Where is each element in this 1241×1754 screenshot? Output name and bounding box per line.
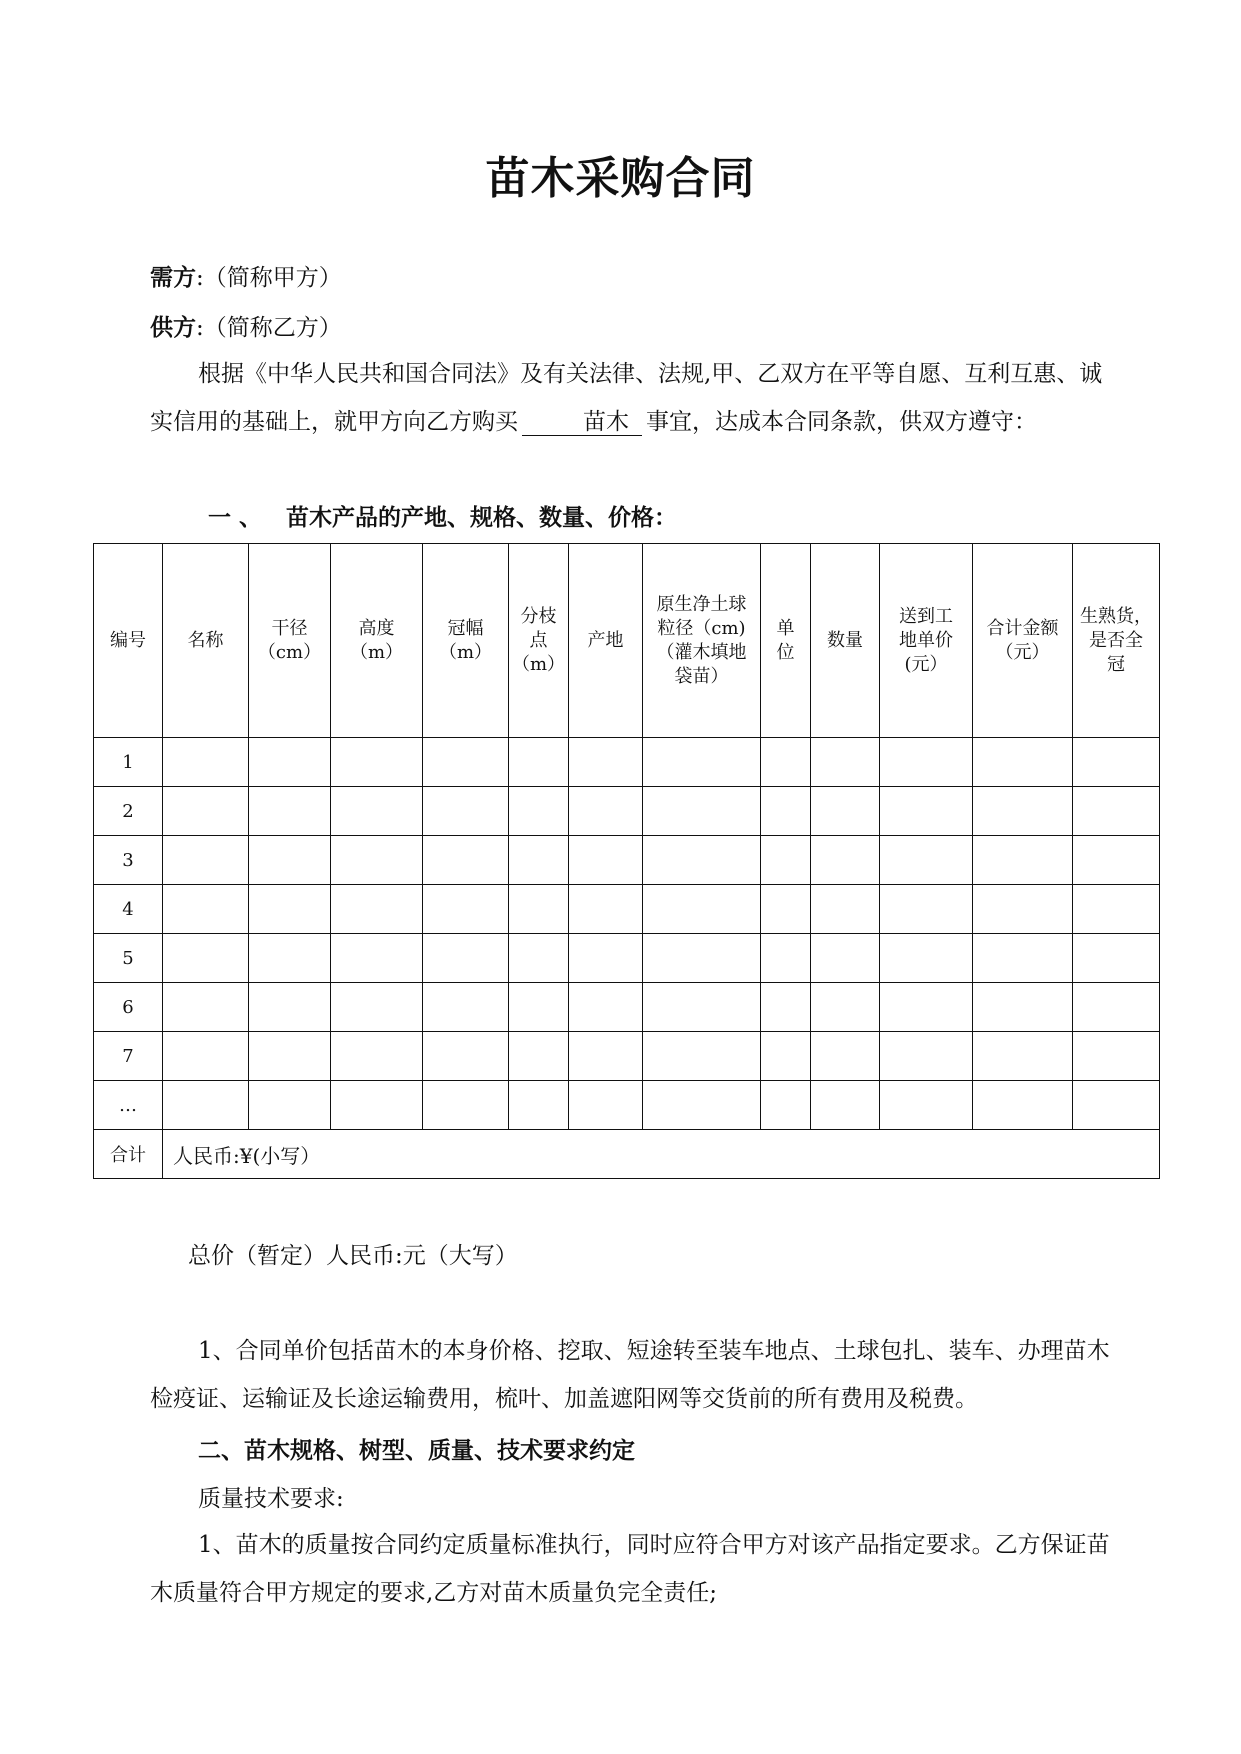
table-header-label: 冠幅 （m）	[438, 617, 493, 663]
table-cell	[1073, 787, 1160, 836]
table-cell	[1073, 1081, 1160, 1130]
row-number: 6	[94, 983, 163, 1032]
row-number: 7	[94, 1032, 163, 1081]
table-header-cell	[973, 544, 1073, 738]
section-2-heading: 二、苗木规格、树型、质量、技术要求约定	[198, 1438, 635, 1464]
table-cell	[331, 983, 423, 1032]
table-cell	[973, 885, 1073, 934]
table-header-label: 数量	[827, 629, 863, 651]
table-cell	[761, 836, 811, 885]
table-cell	[880, 1081, 973, 1130]
table-cell	[761, 738, 811, 787]
total-price-line: 总价（暂定）人民币:元（大写）	[188, 1243, 518, 1269]
table-cell	[973, 983, 1073, 1032]
table-cell	[643, 983, 761, 1032]
total-amount-text: 人民币:¥(小写）	[163, 1130, 1160, 1179]
table-row	[94, 1032, 1160, 1081]
table-cell	[643, 934, 761, 983]
table-cell	[331, 885, 423, 934]
table-cell	[761, 983, 811, 1032]
table-cell	[163, 934, 249, 983]
table-cell	[509, 787, 569, 836]
total-label: 合计	[94, 1130, 163, 1179]
table-cell	[249, 1081, 331, 1130]
table-header-label: 高度 （m）	[349, 617, 404, 663]
table-cell	[423, 1032, 509, 1081]
table-header-row	[94, 544, 1160, 738]
table-cell	[643, 1032, 761, 1081]
table-header-cell	[249, 544, 331, 738]
table-header-label: 送到工 地单价 (元）	[899, 605, 953, 675]
row-number: 2	[94, 787, 163, 836]
table-row	[94, 836, 1160, 885]
table-cell	[569, 836, 643, 885]
table-cell	[811, 1081, 880, 1130]
intro-paragraph	[150, 350, 1112, 446]
section-1-heading	[208, 503, 677, 533]
table-header-label: 合计金额 （元）	[986, 617, 1059, 663]
table-header-cell	[569, 544, 643, 738]
table-row	[94, 787, 1160, 836]
intro-text-2: 事宜，达成本合同条款，供双方遵守：	[646, 409, 1037, 435]
clause-1: 1、合同单价包括苗木的本身价格、挖取、短途转至装车地点、土球包扎、装车、办理苗木检疫证、运输证及长途运输费用，梳叶、加盖遮阳网等交货前的所有费用及税费。	[150, 1338, 1110, 1412]
row-number: 5	[94, 934, 163, 983]
table-cell	[249, 934, 331, 983]
table-cell	[249, 738, 331, 787]
section-1-number: 一 、	[208, 505, 263, 531]
table-cell	[1073, 836, 1160, 885]
table-header-cell	[761, 544, 811, 738]
table-cell	[423, 738, 509, 787]
supplier-line	[150, 313, 342, 343]
table-header-cell	[880, 544, 973, 738]
table-cell	[973, 1032, 1073, 1081]
table-cell	[973, 934, 1073, 983]
table-cell	[1073, 983, 1160, 1032]
table-header-label: 产地	[587, 629, 624, 651]
table-cell	[163, 983, 249, 1032]
table-header-label: 编号	[110, 629, 146, 651]
table-cell	[880, 787, 973, 836]
buyer-text: :（简称甲方）	[196, 265, 342, 291]
table-cell	[331, 787, 423, 836]
table-cell	[643, 885, 761, 934]
table-header-label: 干径 （cm）	[257, 617, 322, 663]
buyer-line	[150, 263, 342, 293]
supplier-label: 供方	[150, 315, 196, 341]
table-cell	[423, 836, 509, 885]
table-cell	[811, 836, 880, 885]
table-header-label: 分枝 点 （m）	[511, 605, 566, 675]
table-cell	[761, 1081, 811, 1130]
table-row	[94, 738, 1160, 787]
table-cell	[163, 836, 249, 885]
row-number: 1	[94, 738, 163, 787]
table-cell	[331, 934, 423, 983]
table-header-cell	[1073, 544, 1160, 738]
table-cell	[423, 983, 509, 1032]
supplier-text: :（简称乙方）	[196, 315, 342, 341]
table-header-cell	[643, 544, 761, 738]
table-cell	[811, 934, 880, 983]
table-cell	[811, 983, 880, 1032]
document-title: 苗木采购合同	[485, 153, 756, 204]
table-cell	[880, 836, 973, 885]
table-cell	[880, 934, 973, 983]
table-cell	[423, 1081, 509, 1130]
table-cell	[761, 934, 811, 983]
table-cell	[1073, 885, 1160, 934]
table-cell	[569, 738, 643, 787]
table-cell	[163, 738, 249, 787]
table-cell	[163, 787, 249, 836]
table-total-row	[94, 1130, 1160, 1179]
table-header-cell	[811, 544, 880, 738]
table-cell	[509, 836, 569, 885]
table-cell	[423, 787, 509, 836]
table-cell	[643, 1081, 761, 1130]
table-cell	[331, 738, 423, 787]
table-cell	[973, 836, 1073, 885]
table-cell	[643, 836, 761, 885]
table-cell	[643, 787, 761, 836]
table-cell	[880, 983, 973, 1032]
table-cell	[973, 738, 1073, 787]
table-cell	[1073, 1032, 1160, 1081]
quality-clause-1: 1、苗木的质量按合同约定质量标准执行，同时应符合甲方对该产品指定要求。乙方保证苗木质量符合甲方规定的要求,乙方对苗木质量负完全责任;	[150, 1532, 1110, 1606]
table-header-cell	[423, 544, 509, 738]
row-number: 4	[94, 885, 163, 934]
table-cell	[249, 836, 331, 885]
table-cell	[880, 738, 973, 787]
table-cell	[249, 787, 331, 836]
table-cell	[973, 1081, 1073, 1130]
table-cell	[569, 885, 643, 934]
row-number: 3	[94, 836, 163, 885]
table-header-cell	[163, 544, 249, 738]
table-header-label: 名称	[187, 629, 224, 651]
table-cell	[423, 934, 509, 983]
table-header-label: 原生净土球 粒径（cm) （灌木填地 袋苗）	[656, 593, 747, 687]
table-cell	[973, 787, 1073, 836]
table-cell	[569, 1032, 643, 1081]
table-cell	[249, 983, 331, 1032]
product-table	[93, 543, 1160, 1179]
table-cell	[761, 885, 811, 934]
table-cell	[331, 836, 423, 885]
section-1-title: 苗木产品的产地、规格、数量、价格：	[286, 505, 678, 531]
table-row	[94, 983, 1160, 1032]
table-cell	[163, 1081, 249, 1130]
table-cell	[761, 1032, 811, 1081]
table-header-label: 单 位	[776, 617, 795, 663]
table-row	[94, 1081, 1160, 1130]
table-cell	[880, 1032, 973, 1081]
table-cell	[811, 787, 880, 836]
table-cell	[811, 1032, 880, 1081]
table-cell	[569, 1081, 643, 1130]
table-cell	[509, 738, 569, 787]
table-header-cell	[94, 544, 163, 738]
table-cell	[249, 1032, 331, 1081]
intro-text-1: 根据《中华人民共和国合同法》及有关法律、法规,甲、乙双方在平等自愿、互利互惠、诚实信用的基础上，就甲方向乙方购买	[150, 361, 1103, 435]
table-cell	[880, 885, 973, 934]
table-row	[94, 934, 1160, 983]
table-cell	[811, 885, 880, 934]
table-row	[94, 885, 1160, 934]
table-cell	[163, 885, 249, 934]
table-cell	[509, 1081, 569, 1130]
row-number: …	[94, 1081, 163, 1130]
quality-heading: 质量技术要求:	[198, 1486, 344, 1512]
table-cell	[1073, 934, 1160, 983]
table-cell	[761, 787, 811, 836]
table-cell	[569, 983, 643, 1032]
table-cell	[509, 983, 569, 1032]
table-header-cell	[509, 544, 569, 738]
table-cell	[509, 934, 569, 983]
table-cell	[1073, 738, 1160, 787]
purchase-item-blank: 苗木	[522, 409, 642, 436]
table-cell	[811, 738, 880, 787]
table-cell	[249, 885, 331, 934]
table-cell	[569, 934, 643, 983]
table-cell	[509, 885, 569, 934]
table-cell	[423, 885, 509, 934]
table-cell	[509, 1032, 569, 1081]
table-header-cell	[331, 544, 423, 738]
table-cell	[331, 1081, 423, 1130]
table-cell	[569, 787, 643, 836]
buyer-label: 需方	[150, 265, 196, 291]
table-cell	[163, 1032, 249, 1081]
table-header-label: 生熟货， 是否全 冠	[1080, 605, 1152, 675]
table-cell	[643, 738, 761, 787]
table-cell	[331, 1032, 423, 1081]
